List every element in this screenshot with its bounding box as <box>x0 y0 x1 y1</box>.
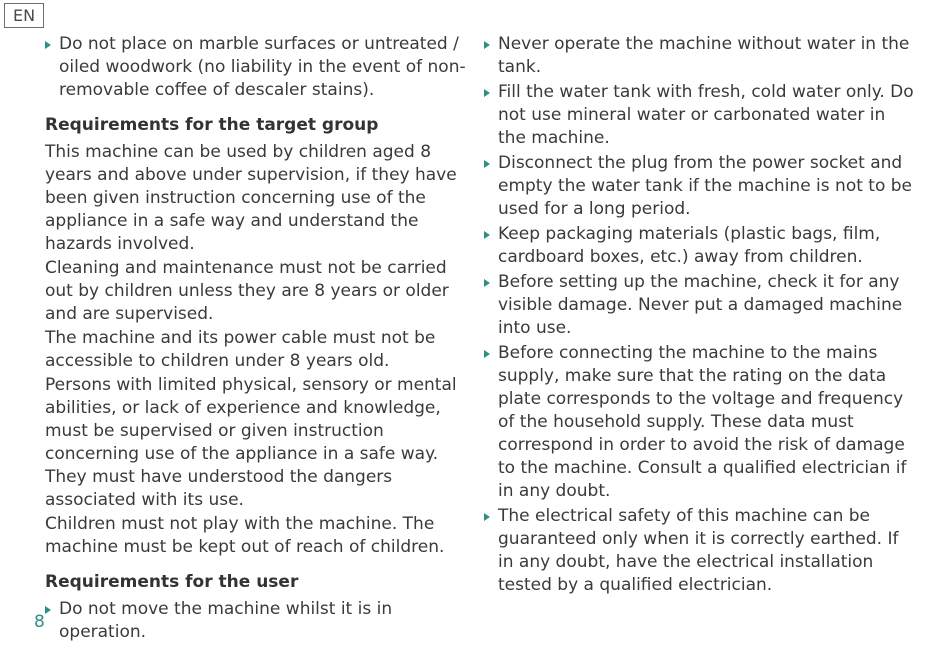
triangle-bullet-icon <box>484 513 490 521</box>
page-number: 8 <box>34 612 45 632</box>
list-item <box>484 33 914 79</box>
left-column <box>45 33 467 646</box>
list-item <box>484 152 914 221</box>
paragraph: Children must not play with the machine. The machine must be kept out of reach of children. <box>45 514 445 557</box>
triangle-bullet-icon <box>45 41 51 49</box>
bullet-list <box>45 598 467 644</box>
paragraph: The machine and its power cable must not be accessible to children under 8 years old. <box>45 328 436 371</box>
list-item-text: Disconnect the plug from the power socket and empty the water tank if the machine is not to be used for a long period. <box>498 153 913 219</box>
list-item <box>484 223 914 269</box>
list-item-text: Before setting up the machine, check it for any visible damage. Never put a damaged machine into use. <box>498 272 903 338</box>
language-badge: EN <box>4 3 44 28</box>
list-item-text: Fill the water tank with fresh, cold water only. Do not use mineral water or carbonated water in the machine. <box>498 82 914 148</box>
paragraph: Persons with limited physical, sensory or mental abilities, or lack of experience and knowledge, must be supervised or given instruction concerning use of the appliance in a safe way. They must have understood the dangers associated with its use. <box>45 375 457 510</box>
section-heading-target-group: Requirements for the target group <box>45 115 379 135</box>
list-item <box>484 505 914 597</box>
paragraph: This machine can be used by children aged 8 years and above under supervision, if they have been given instruction concerning use of the appliance in a safe way and understand the hazards involved. <box>45 142 457 254</box>
bullet-list <box>484 33 914 597</box>
list-item-text: Do not place on marble surfaces or untreated / oiled woodwork (no liability in the event of non-removable coffee of descaler stains). <box>59 34 466 100</box>
list-item <box>484 271 914 340</box>
list-item <box>45 598 467 644</box>
paragraph: Cleaning and maintenance must not be carried out by children unless they are 8 years or older and are supervised. <box>45 258 449 324</box>
list-item-text: The electrical safety of this machine can be guaranteed only when it is correctly earthed. If in any doubt, have the electrical installation tested by a qualified electrician. <box>498 506 899 595</box>
triangle-bullet-icon <box>484 231 490 239</box>
bullet-list <box>45 33 467 102</box>
triangle-bullet-icon <box>484 350 490 358</box>
triangle-bullet-icon <box>484 41 490 49</box>
triangle-bullet-icon <box>484 160 490 168</box>
list-item <box>484 81 914 150</box>
section-heading-user: Requirements for the user <box>45 572 299 592</box>
list-item-text: Keep packaging materials (plastic bags, film, cardboard boxes, etc.) away from children. <box>498 224 881 267</box>
list-item <box>484 342 914 503</box>
right-column <box>484 33 914 599</box>
list-item-text: Before connecting the machine to the mains supply, make sure that the rating on the data plate corresponds to the voltage and frequency of the household supply. These data must correspond in order to avoid the risk of damage to the machine. Consult a qualified electrician if in any doubt. <box>498 343 907 501</box>
list-item <box>45 33 467 102</box>
triangle-bullet-icon <box>484 279 490 287</box>
list-item-text: Do not move the machine whilst it is in operation. <box>59 599 393 642</box>
triangle-bullet-icon <box>484 89 490 97</box>
triangle-bullet-icon <box>45 606 51 614</box>
list-item-text: Never operate the machine without water in the tank. <box>498 34 910 77</box>
